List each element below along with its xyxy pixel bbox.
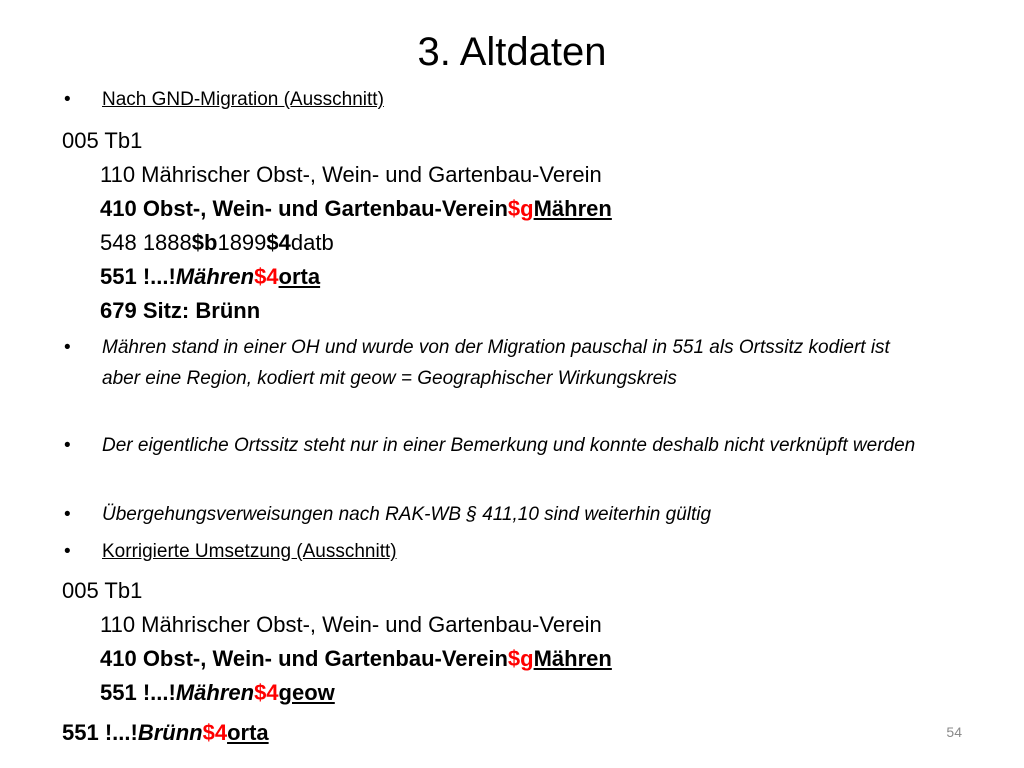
record-line-110: 110 Mährischer Obst-, Wein- und Gartenbau-Verein xyxy=(100,612,602,637)
record-line-548 xyxy=(62,226,612,260)
record-block-migrated xyxy=(62,124,612,328)
record-text: 410 Obst-, Wein- und Gartenbau-Verein xyxy=(100,196,508,221)
record-line-551-geow xyxy=(62,676,612,710)
record-text: 551 !...! xyxy=(100,264,176,289)
bullet-ortssitz-note xyxy=(64,430,924,461)
bullet-text: Korrigierte Umsetzung (Ausschnitt) xyxy=(102,541,397,562)
record-line-551 xyxy=(62,260,612,294)
subfield-code: $4 xyxy=(202,720,228,745)
record-value: orta xyxy=(227,720,269,745)
bullet-dot: • xyxy=(64,504,71,525)
record-text: 410 Obst-, Wein- und Gartenbau-Verein xyxy=(100,646,508,671)
bullet-dot: • xyxy=(64,541,71,562)
record-value: Mähren xyxy=(175,680,255,705)
bullet-dot: • xyxy=(64,89,71,110)
record-value: Mähren xyxy=(533,196,612,221)
bullet-text: Nach GND-Migration (Ausschnitt) xyxy=(102,89,384,110)
record-line-410 xyxy=(62,642,612,676)
bullet-text: Mähren stand in einer OH und wurde von der Migration pauschal in 551 als Ortssitz kodiert ist aber eine Region, kodiert mit geow = Geographischer Wirkungskreis xyxy=(102,337,890,389)
record-text: datb xyxy=(290,230,334,255)
record-text: 551 !...! xyxy=(62,720,138,745)
record-text: 1899 xyxy=(217,230,267,255)
subfield-code: $g xyxy=(507,196,534,221)
record-line-005: 005 Tb1 xyxy=(62,128,143,153)
record-line-110: 110 Mährischer Obst-, Wein- und Gartenbau-Verein xyxy=(100,162,602,187)
bullet-text: Der eigentliche Ortssitz steht nur in einer Bemerkung und konnte deshalb nicht verknüpft werden xyxy=(102,435,916,456)
slide-title: 3. Altdaten xyxy=(417,30,607,74)
page-number: 54 xyxy=(946,724,962,740)
subfield-code: $4 xyxy=(254,264,279,289)
subfield-code: $4 xyxy=(266,230,291,255)
bullet-dot: • xyxy=(64,337,71,358)
record-value: Mähren xyxy=(175,264,255,289)
subfield-code: $4 xyxy=(254,680,279,705)
record-value: Brünn xyxy=(137,720,203,745)
record-value: geow xyxy=(278,680,335,705)
record-line-005: 005 Tb1 xyxy=(62,578,143,603)
subfield-code: $g xyxy=(507,646,534,671)
record-line-551-orta xyxy=(62,716,269,750)
record-text: 548 1888 xyxy=(100,230,192,255)
bullet-text: Übergehungsverweisungen nach RAK-WB § 411,10 sind weiterhin gültig xyxy=(102,504,712,525)
record-line-410 xyxy=(62,192,612,226)
bullet-rak-wb-note xyxy=(64,499,924,530)
bullet-dot: • xyxy=(64,435,71,456)
bullet-mahren-note xyxy=(64,332,924,394)
record-text: 551 !...! xyxy=(100,680,176,705)
record-value: orta xyxy=(278,264,321,289)
record-value: Mähren xyxy=(533,646,612,671)
subfield-code: $b xyxy=(191,230,218,255)
record-line-679: 679 Sitz: Brünn xyxy=(100,298,261,323)
record-block-corrected xyxy=(62,574,612,710)
